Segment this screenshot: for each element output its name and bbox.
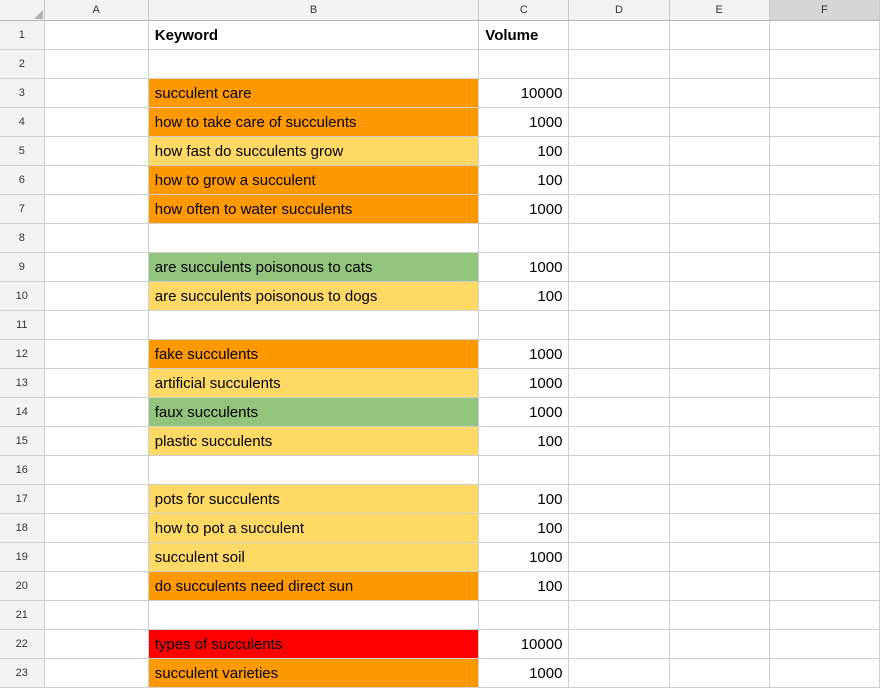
corner-triangle-icon <box>34 10 43 19</box>
table-row <box>0 50 880 79</box>
cell-e2[interactable] <box>669 50 769 79</box>
row-header[interactable]: 18 <box>0 514 44 543</box>
cell-a22[interactable] <box>44 630 148 659</box>
table-row <box>0 427 880 456</box>
cell-b18[interactable]: how to pot a succulent <box>148 514 479 543</box>
cell-e7[interactable] <box>669 195 769 224</box>
cell-c19[interactable]: 1000 <box>479 543 569 572</box>
cell-e23[interactable] <box>669 659 769 688</box>
row-header[interactable]: 6 <box>0 166 44 195</box>
cell-a6[interactable] <box>44 166 148 195</box>
cell-c6[interactable]: 100 <box>479 166 569 195</box>
cell-c17[interactable]: 100 <box>479 485 569 514</box>
grid-body <box>0 21 880 688</box>
cell-f12[interactable] <box>769 340 879 369</box>
cell-d16[interactable] <box>569 456 669 485</box>
cell-b23[interactable]: succulent varieties <box>148 659 479 688</box>
cell-e20[interactable] <box>669 572 769 601</box>
cell-b11[interactable] <box>148 311 479 340</box>
table-row <box>0 282 880 311</box>
cell-b4[interactable]: how to take care of succulents <box>148 108 479 137</box>
cell-f13[interactable] <box>769 369 879 398</box>
column-header-d[interactable]: D <box>569 0 669 21</box>
cell-f5[interactable] <box>769 137 879 166</box>
cell-d20[interactable] <box>569 572 669 601</box>
cell-d12[interactable] <box>569 340 669 369</box>
row-header[interactable]: 12 <box>0 340 44 369</box>
row-header[interactable]: 14 <box>0 398 44 427</box>
cell-a7[interactable] <box>44 195 148 224</box>
cell-e18[interactable] <box>669 514 769 543</box>
cell-f3[interactable] <box>769 79 879 108</box>
cell-c11[interactable] <box>479 311 569 340</box>
cell-a18[interactable] <box>44 514 148 543</box>
cell-f2[interactable] <box>769 50 879 79</box>
cell-e11[interactable] <box>669 311 769 340</box>
cell-c3[interactable]: 10000 <box>479 79 569 108</box>
cell-e17[interactable] <box>669 485 769 514</box>
cell-f7[interactable] <box>769 195 879 224</box>
cell-e16[interactable] <box>669 456 769 485</box>
cell-c21[interactable] <box>479 601 569 630</box>
cell-b14[interactable]: faux succulents <box>148 398 479 427</box>
row-header[interactable]: 16 <box>0 456 44 485</box>
cell-e5[interactable] <box>669 137 769 166</box>
cell-d22[interactable] <box>569 630 669 659</box>
cell-e1[interactable] <box>669 21 769 50</box>
cell-c1[interactable]: Volume <box>479 21 569 50</box>
cell-d15[interactable] <box>569 427 669 456</box>
cell-f11[interactable] <box>769 311 879 340</box>
cell-b8[interactable] <box>148 224 479 253</box>
cell-f22[interactable] <box>769 630 879 659</box>
cell-b5[interactable]: how fast do succulents grow <box>148 137 479 166</box>
cell-c12[interactable]: 1000 <box>479 340 569 369</box>
cell-a11[interactable] <box>44 311 148 340</box>
cell-f9[interactable] <box>769 253 879 282</box>
cell-d10[interactable] <box>569 282 669 311</box>
cell-f17[interactable] <box>769 485 879 514</box>
cell-c9[interactable]: 1000 <box>479 253 569 282</box>
cell-d8[interactable] <box>569 224 669 253</box>
cell-e8[interactable] <box>669 224 769 253</box>
table-row <box>0 311 880 340</box>
cell-a3[interactable] <box>44 79 148 108</box>
cell-e14[interactable] <box>669 398 769 427</box>
cell-c2[interactable] <box>479 50 569 79</box>
cell-c22[interactable]: 10000 <box>479 630 569 659</box>
cell-d5[interactable] <box>569 137 669 166</box>
cell-d6[interactable] <box>569 166 669 195</box>
cell-c23[interactable]: 1000 <box>479 659 569 688</box>
cell-a23[interactable] <box>44 659 148 688</box>
table-row <box>0 79 880 108</box>
row-header[interactable]: 4 <box>0 108 44 137</box>
column-header-row <box>0 0 880 21</box>
cell-f15[interactable] <box>769 427 879 456</box>
cell-b17[interactable]: pots for succulents <box>148 485 479 514</box>
cell-c8[interactable] <box>479 224 569 253</box>
column-header-a[interactable]: A <box>44 0 148 21</box>
cell-f18[interactable] <box>769 514 879 543</box>
cell-a5[interactable] <box>44 137 148 166</box>
cell-a4[interactable] <box>44 108 148 137</box>
row-header[interactable]: 1 <box>0 21 44 50</box>
table-row <box>0 398 880 427</box>
cell-e9[interactable] <box>669 253 769 282</box>
cell-a14[interactable] <box>44 398 148 427</box>
cell-d3[interactable] <box>569 79 669 108</box>
cell-b22[interactable]: types of succulents <box>148 630 479 659</box>
cell-d7[interactable] <box>569 195 669 224</box>
column-header-c[interactable]: C <box>479 0 569 21</box>
row-header[interactable]: 20 <box>0 572 44 601</box>
cell-f4[interactable] <box>769 108 879 137</box>
cell-c5[interactable]: 100 <box>479 137 569 166</box>
cell-a2[interactable] <box>44 50 148 79</box>
cell-f10[interactable] <box>769 282 879 311</box>
select-all-corner[interactable] <box>0 0 44 21</box>
table-row <box>0 253 880 282</box>
cell-d19[interactable] <box>569 543 669 572</box>
cell-d9[interactable] <box>569 253 669 282</box>
cell-e22[interactable] <box>669 630 769 659</box>
row-header[interactable]: 19 <box>0 543 44 572</box>
table-row <box>0 108 880 137</box>
cell-a1[interactable] <box>44 21 148 50</box>
table-row <box>0 137 880 166</box>
cell-a15[interactable] <box>44 427 148 456</box>
cell-d23[interactable] <box>569 659 669 688</box>
cell-f8[interactable] <box>769 224 879 253</box>
cell-e19[interactable] <box>669 543 769 572</box>
cell-f23[interactable] <box>769 659 879 688</box>
cell-c15[interactable]: 100 <box>479 427 569 456</box>
cell-d18[interactable] <box>569 514 669 543</box>
row-header[interactable]: 8 <box>0 224 44 253</box>
cell-d11[interactable] <box>569 311 669 340</box>
cell-f21[interactable] <box>769 601 879 630</box>
cell-e10[interactable] <box>669 282 769 311</box>
table-row <box>0 21 880 50</box>
row-header[interactable]: 22 <box>0 630 44 659</box>
cell-f1[interactable] <box>769 21 879 50</box>
cell-b20[interactable]: do succulents need direct sun <box>148 572 479 601</box>
cell-b7[interactable]: how often to water succulents <box>148 195 479 224</box>
cell-a19[interactable] <box>44 543 148 572</box>
column-header-f[interactable]: F <box>769 0 879 21</box>
row-header[interactable]: 2 <box>0 50 44 79</box>
cell-d17[interactable] <box>569 485 669 514</box>
cell-b12[interactable]: fake succulents <box>148 340 479 369</box>
cell-a12[interactable] <box>44 340 148 369</box>
table-row <box>0 224 880 253</box>
cell-a10[interactable] <box>44 282 148 311</box>
row-header[interactable]: 23 <box>0 659 44 688</box>
row-header[interactable]: 15 <box>0 427 44 456</box>
cell-b13[interactable]: artificial succulents <box>148 369 479 398</box>
cell-b2[interactable] <box>148 50 479 79</box>
cell-a13[interactable] <box>44 369 148 398</box>
table-row <box>0 369 880 398</box>
cell-f20[interactable] <box>769 572 879 601</box>
table-row <box>0 630 880 659</box>
table-row <box>0 659 880 688</box>
cell-e21[interactable] <box>669 601 769 630</box>
table-row <box>0 514 880 543</box>
cell-e13[interactable] <box>669 369 769 398</box>
cell-a21[interactable] <box>44 601 148 630</box>
cell-d1[interactable] <box>569 21 669 50</box>
cell-c14[interactable]: 1000 <box>479 398 569 427</box>
table-row <box>0 543 880 572</box>
cell-c4[interactable]: 1000 <box>479 108 569 137</box>
row-header[interactable]: 11 <box>0 311 44 340</box>
cell-f6[interactable] <box>769 166 879 195</box>
cell-a20[interactable] <box>44 572 148 601</box>
column-header-e[interactable]: E <box>669 0 769 21</box>
row-header[interactable]: 9 <box>0 253 44 282</box>
cell-c20[interactable]: 100 <box>479 572 569 601</box>
cell-e6[interactable] <box>669 166 769 195</box>
cell-a17[interactable] <box>44 485 148 514</box>
row-header[interactable]: 17 <box>0 485 44 514</box>
cell-b19[interactable]: succulent soil <box>148 543 479 572</box>
cell-d2[interactable] <box>569 50 669 79</box>
cell-c10[interactable]: 100 <box>479 282 569 311</box>
table-row <box>0 456 880 485</box>
cell-b21[interactable] <box>148 601 479 630</box>
cell-f16[interactable] <box>769 456 879 485</box>
cell-b15[interactable]: plastic succulents <box>148 427 479 456</box>
cell-e4[interactable] <box>669 108 769 137</box>
cell-b9[interactable]: are succulents poisonous to cats <box>148 253 479 282</box>
table-row <box>0 166 880 195</box>
cell-d14[interactable] <box>569 398 669 427</box>
row-header[interactable]: 3 <box>0 79 44 108</box>
cell-d4[interactable] <box>569 108 669 137</box>
cell-e12[interactable] <box>669 340 769 369</box>
cell-f19[interactable] <box>769 543 879 572</box>
row-header[interactable]: 21 <box>0 601 44 630</box>
row-header[interactable]: 13 <box>0 369 44 398</box>
cell-b16[interactable] <box>148 456 479 485</box>
cell-e3[interactable] <box>669 79 769 108</box>
cell-d21[interactable] <box>569 601 669 630</box>
row-header[interactable]: 5 <box>0 137 44 166</box>
cell-b6[interactable]: how to grow a succulent <box>148 166 479 195</box>
table-row <box>0 572 880 601</box>
cell-a8[interactable] <box>44 224 148 253</box>
cell-d13[interactable] <box>569 369 669 398</box>
column-header-b[interactable]: B <box>148 0 479 21</box>
table-row <box>0 601 880 630</box>
table-row <box>0 340 880 369</box>
cell-c18[interactable]: 100 <box>479 514 569 543</box>
cell-c7[interactable]: 1000 <box>479 195 569 224</box>
cell-b1[interactable]: Keyword <box>148 21 479 50</box>
cell-e15[interactable] <box>669 427 769 456</box>
table-row <box>0 195 880 224</box>
cell-b3[interactable]: succulent care <box>148 79 479 108</box>
cell-a16[interactable] <box>44 456 148 485</box>
cell-c13[interactable]: 1000 <box>479 369 569 398</box>
row-header[interactable]: 7 <box>0 195 44 224</box>
cell-b10[interactable]: are succulents poisonous to dogs <box>148 282 479 311</box>
row-header[interactable]: 10 <box>0 282 44 311</box>
cell-c16[interactable] <box>479 456 569 485</box>
table-row <box>0 485 880 514</box>
cell-f14[interactable] <box>769 398 879 427</box>
cell-a9[interactable] <box>44 253 148 282</box>
